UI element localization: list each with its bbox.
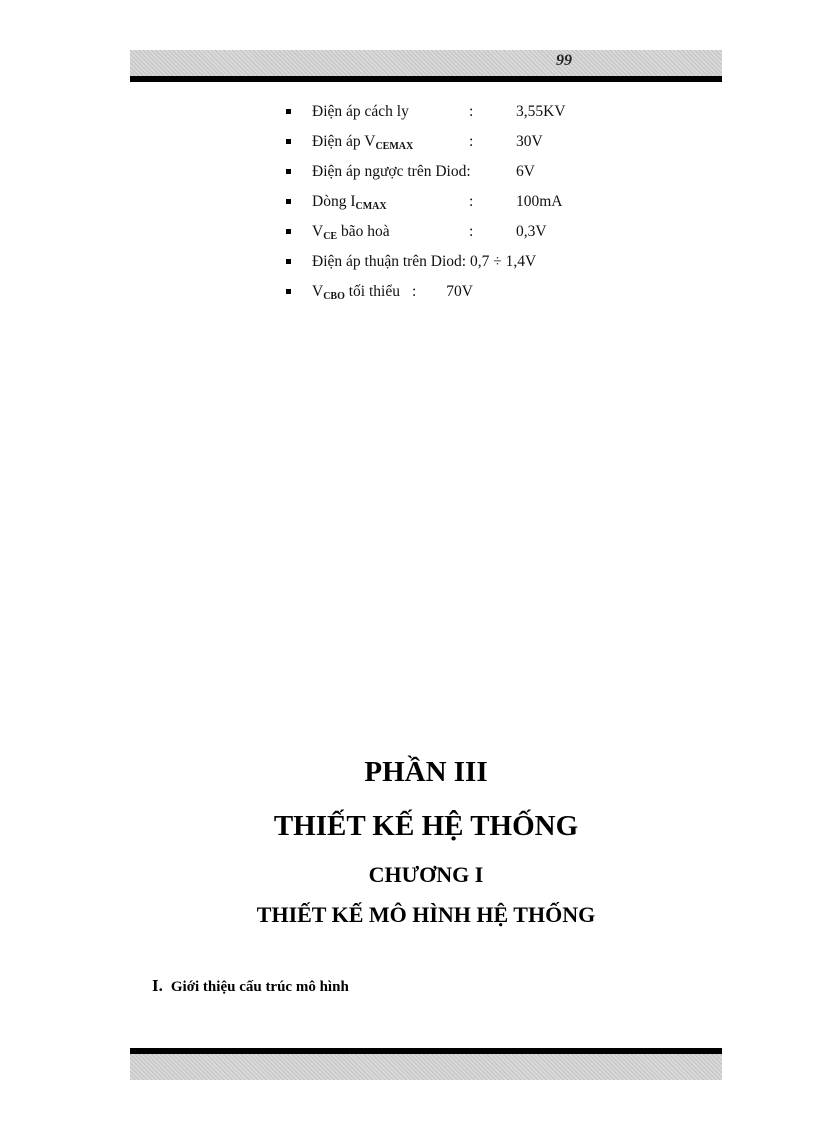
- bullet-icon: [286, 229, 291, 234]
- spec-label: Điện áp cách ly: [312, 103, 409, 120]
- spec-label-text: Điện áp thuận trên Diod:: [312, 253, 467, 270]
- bullet-icon: [286, 139, 291, 144]
- spec-value: 30V: [516, 133, 543, 150]
- section-heading: [152, 976, 349, 996]
- spec-label-subscript: CBO: [323, 291, 345, 302]
- bullet-icon: [286, 199, 291, 204]
- system-design-title: THIẾT KẾ HỆ THỐNG: [273, 810, 579, 842]
- spec-label: [312, 250, 536, 274]
- footer-band: [130, 1054, 722, 1080]
- spec-value: 6V: [516, 163, 535, 180]
- spec-label: Điện áp ngược trên Diod:: [312, 163, 471, 180]
- spec-label-subscript: CMAX: [355, 201, 387, 212]
- spec-label: [312, 130, 413, 159]
- spec-label: [312, 190, 387, 219]
- section-title: Giới thiệu cấu trúc mô hình: [170, 979, 349, 995]
- bullet-icon: [286, 169, 291, 174]
- spec-label-subscript: CE: [323, 231, 338, 242]
- model-design-title: THIẾT KẾ MÔ HÌNH HỆ THỐNG: [256, 902, 596, 927]
- spec-label: [312, 280, 473, 309]
- spec-label-subscript: CEMAX: [375, 141, 414, 152]
- bullet-icon: [286, 109, 291, 114]
- spec-label-suffix: bão hoà: [337, 223, 390, 240]
- spec-value: 0,7 ÷ 1,4V: [469, 253, 537, 270]
- spec-label-text: Dòng I: [312, 193, 356, 210]
- page-number: 99: [556, 52, 572, 69]
- spec-label-text: V: [312, 223, 324, 240]
- chapter-title: CHƯƠNG I: [368, 862, 484, 887]
- spec-value: 100mA: [516, 193, 563, 210]
- spec-label-text: V: [312, 283, 324, 300]
- spec-label: [312, 220, 390, 249]
- spec-label-text: Điện áp V: [312, 133, 376, 150]
- spec-colon: :: [411, 283, 417, 300]
- spec-value: 70V: [446, 283, 473, 300]
- section-number: I.: [152, 976, 163, 995]
- spec-label-suffix: tối thiểu: [344, 283, 400, 300]
- part-title: PHẦN III: [364, 756, 488, 788]
- spec-colon: :: [469, 223, 474, 240]
- spec-value: 0,3V: [516, 223, 547, 240]
- spec-colon: :: [469, 103, 474, 120]
- spec-value: 3,55KV: [516, 103, 566, 120]
- spec-colon: :: [469, 193, 474, 210]
- bullet-icon: [286, 259, 291, 264]
- spec-colon: :: [469, 133, 474, 150]
- header-band: [130, 50, 722, 76]
- bullet-icon: [286, 289, 291, 294]
- header-rule: [130, 76, 722, 82]
